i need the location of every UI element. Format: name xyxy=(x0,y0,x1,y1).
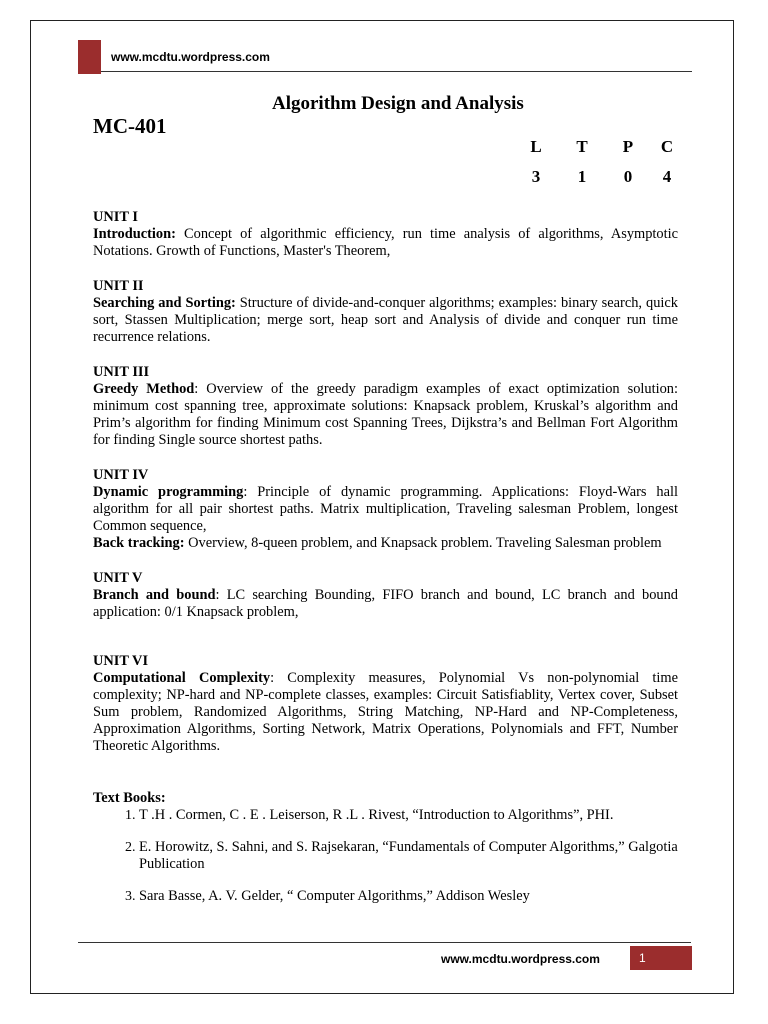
header-accent-block xyxy=(78,40,101,74)
unit-6 xyxy=(93,653,678,755)
topic-text: : Principle of dynamic programming. Applications: Floyd-Wars hall algorithm for all pair shortest paths. Matrix multiplication, Traveling salesman Problem, longest Common sequence, xyxy=(93,484,678,534)
topic-heading: Branch and bound xyxy=(93,587,216,603)
unit-title: UNIT II xyxy=(93,278,144,294)
footer-url[interactable]: www.mcdtu.wordpress.com xyxy=(441,952,600,966)
unit-description xyxy=(93,484,678,535)
header-url[interactable]: www.mcdtu.wordpress.com xyxy=(111,50,270,64)
ltpc-value-t: 1 xyxy=(577,167,587,186)
text-book-item: 1. T .H . Cormen, C . E . Leiserson, R .L . Rivest, “Introduction to Algorithms”, PHI. xyxy=(139,807,678,824)
unit-description xyxy=(93,381,678,449)
ltpc-label-p: P xyxy=(622,137,634,156)
topic-text: : Overview of the greedy paradigm examples of exact optimization solution: minimum cost spanning tree, approximate solutions: Knapsack problem, Kruskal’s algorithm and Prim’s algorithm for finding Minimum cost Spanning Trees, Dijkstra’s and Bellman Fort Algorithm for finding Single source shortest paths. xyxy=(93,381,678,448)
topic-heading: Introduction: xyxy=(93,226,176,242)
topic-text: Structure of divide-and-conquer algorithms; examples: binary search, quick sort, Stassen Multiplication; merge sort, heap sort and Analysis of divide and conquer run time recurrence relations. xyxy=(93,295,678,345)
topic-text: : Complexity measures, Polynomial Vs non-polynomial time complexity; NP-hard and NP-complete classes, examples: Circuit Satisfiablity, Vertex cover, Subset Sum problem, Randomized Algorithms, String Matching, NP-Hard and NP-Completeness, Approximation Algorithms, Sorting Network, Matrix Operations, Polynomials and FFT, Number Theoretic Algorithms. xyxy=(93,670,679,754)
unit-5 xyxy=(93,570,678,621)
text-book-item: 3. Sara Basse, A. V. Gelder, “ Computer Algorithms,” Addison Wesley xyxy=(139,888,678,905)
ltpc-value-p: 0 xyxy=(623,167,633,186)
unit-description xyxy=(93,535,678,552)
topic-heading: Computational Complexity xyxy=(93,670,271,686)
topic-heading: Searching and Sorting: xyxy=(93,295,236,311)
topic-text: : LC searching Bounding, FIFO branch and bound, LC branch and bound application: 0/1 Knapsack problem, xyxy=(93,587,678,620)
text-books-list xyxy=(93,807,678,905)
unit-description xyxy=(93,587,678,621)
unit-3 xyxy=(93,364,678,449)
unit-description xyxy=(93,670,678,755)
topic-text: Overview, 8-queen problem, and Knapsack problem. Traveling Salesman problem xyxy=(184,535,662,551)
unit-description xyxy=(93,295,678,346)
ltpc-label-c: C xyxy=(660,137,674,156)
ltpc-value-l: 3 xyxy=(531,167,541,186)
unit-1 xyxy=(93,209,678,260)
unit-title: UNIT I xyxy=(93,209,138,225)
unit-2 xyxy=(93,278,678,346)
ltpc-value-c: 4 xyxy=(662,167,672,186)
unit-description xyxy=(93,226,678,260)
topic-heading: Back tracking: xyxy=(93,535,185,551)
unit-4 xyxy=(93,467,678,552)
ltpc-label-t: T xyxy=(576,137,588,156)
course-title: Algorithm Design and Analysis xyxy=(272,93,524,114)
page-number: 1 xyxy=(630,946,692,970)
unit-title: UNIT VI xyxy=(93,653,149,669)
text-books-title: Text Books: xyxy=(93,790,166,806)
syllabus-content xyxy=(93,209,678,920)
topic-heading: Dynamic programming xyxy=(93,484,244,500)
unit-title: UNIT IV xyxy=(93,467,149,483)
header-rule xyxy=(101,71,692,72)
footer-rule xyxy=(78,942,691,943)
unit-title: UNIT V xyxy=(93,570,143,586)
course-code: MC-401 xyxy=(93,114,167,138)
topic-text: Concept of algorithmic efficiency, run time analysis of algorithms, Asymptotic Notations. Growth of Functions, Master's Theorem, xyxy=(93,226,678,259)
text-book-item: 2. E. Horowitz, S. Sahni, and S. Rajsekaran, “Fundamentals of Computer Algorithms,” Galgotia Publication xyxy=(139,839,678,873)
ltpc-label-l: L xyxy=(530,137,542,156)
topic-heading: Greedy Method xyxy=(93,381,195,397)
unit-title: UNIT III xyxy=(93,364,150,380)
